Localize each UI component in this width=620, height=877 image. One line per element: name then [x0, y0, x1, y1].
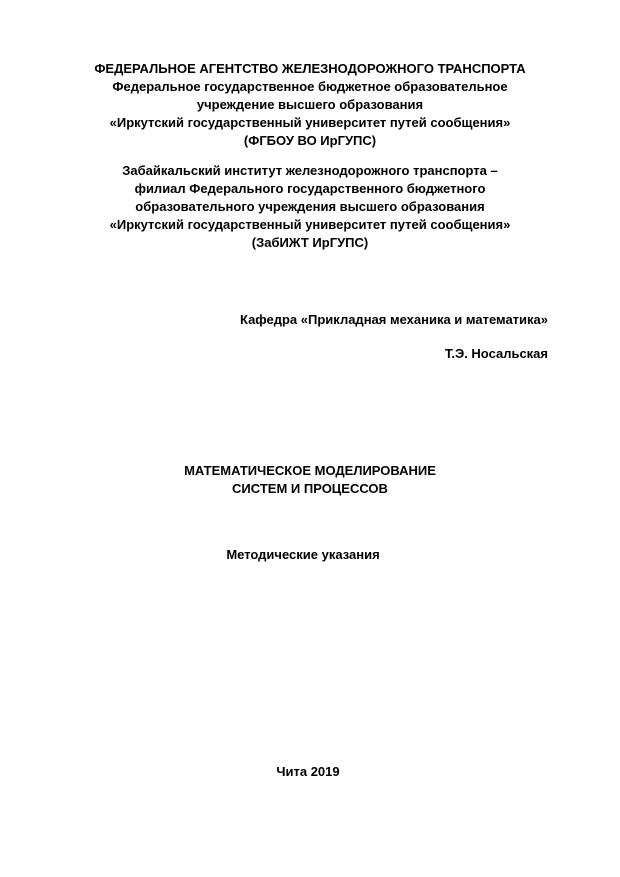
title-line-2: СИСТЕМ И ПРОЦЕССОВ [232, 481, 388, 496]
university-name: «Иркутский государственный университет путей сообщения» [109, 115, 511, 130]
title-line-1: МАТЕМАТИЧЕСКОЕ МОДЕЛИРОВАНИЕ [184, 463, 436, 478]
university-type-line-2: учреждение высшего образования [196, 97, 424, 112]
institute-branch-line-1: филиал Федерального государственного бюджетного [134, 181, 486, 196]
institute-university-name: «Иркутский государственный университет путей сообщения» [109, 217, 511, 232]
institute-abbreviation: (ЗабИЖТ ИрГУПС) [251, 235, 369, 250]
agency-header [0, 60, 620, 150]
author-name: Т.Э. Носальская [444, 346, 548, 361]
university-type-line-1: Федеральное государственное бюджетное образовательное [112, 79, 508, 94]
document-subtitle: Методические указания [226, 547, 380, 562]
department-name: Кафедра «Прикладная механика и математика» [239, 312, 548, 327]
agency-name: ФЕДЕРАЛЬНОЕ АГЕНТСТВО ЖЕЛЕЗНОДОРОЖНОГО ТРАНСПОРТА [94, 61, 526, 76]
city-year: Чита 2019 [276, 764, 340, 779]
university-abbreviation: (ФГБОУ ВО ИрГУПС) [243, 133, 377, 148]
institute-branch-line-2: образовательного учреждения высшего образования [135, 199, 485, 214]
institute-name: Забайкальский институт железнодорожного транспорта – [122, 163, 498, 178]
institute-header [0, 162, 620, 252]
document-title [0, 462, 620, 498]
